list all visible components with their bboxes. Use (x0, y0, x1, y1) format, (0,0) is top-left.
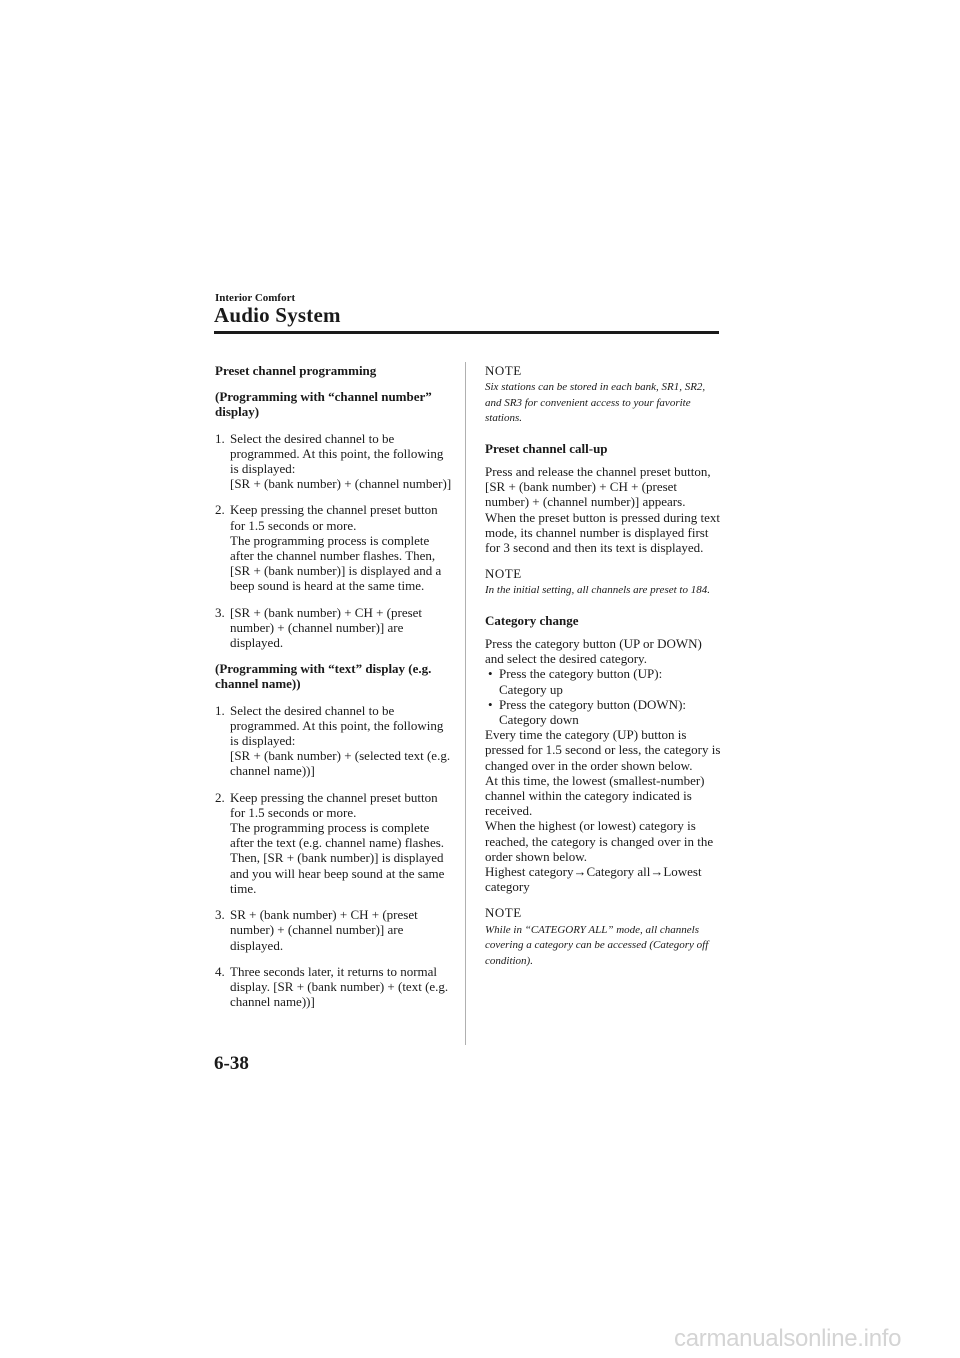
page-number: 6-38 (214, 1053, 249, 1074)
column-divider (465, 362, 466, 1045)
category-intro: Press the category button (UP or DOWN) and select the desired category. (485, 636, 702, 667)
step-extra: The programming process is complete after the channel number flashes. Then, [SR + (bank number)] is displayed and a beep sound is heard at the same time. (230, 532, 442, 594)
note-heading: NOTE (485, 363, 522, 378)
step-number: 4. (215, 963, 225, 979)
callup-text: Press and release the channel preset button, (485, 463, 711, 479)
bullet-icon: • (488, 696, 493, 712)
callup-paragraph (485, 464, 721, 555)
step-number: 3. (215, 907, 225, 923)
note-text: In the initial setting, all channels are preset to 184. (485, 584, 710, 597)
list-item (215, 964, 455, 1010)
list-item (215, 790, 455, 896)
note-text: Six stations can be stored in each bank, SR1, SR2, and SR3 for convenient access to your favorite stations. (485, 381, 706, 425)
bullet-text: Press the category button (DOWN): (499, 696, 687, 712)
step-number: 1. (215, 430, 225, 446)
list-item (215, 907, 455, 953)
step-text: Select the desired channel to be programmed. At this point, the following is displayed: (230, 430, 444, 477)
step-text: SR + (bank number) + CH + (preset number) + (channel number)] are displayed. (230, 907, 418, 953)
note-heading: NOTE (485, 905, 522, 921)
category-text: At this time, the lowest (smallest-number) channel within the category indicated is received. (485, 772, 705, 819)
text-display-subheading: (Programming with “text” display (e.g. channel name)) (215, 661, 432, 692)
preset-callup-heading: Preset channel call-up (485, 440, 608, 456)
category-text: When the highest (or lowest) category is reached, the category is changed over in the order shown below. (485, 818, 714, 864)
step-text: [SR + (bank number) + CH + (preset number) + (channel number)] are displayed. (230, 604, 423, 651)
step-number: 2. (215, 789, 225, 805)
header-rule (214, 331, 719, 334)
step-extra: [SR + (bank number) + (selected text (e.g. channel name))] (230, 748, 451, 779)
step-text: Select the desired channel to be programmed. At this point, the following is displayed: (230, 702, 444, 749)
bullet-sub: Category up (499, 681, 563, 697)
section-label: Interior Comfort (215, 292, 296, 304)
list-item (485, 697, 721, 727)
category-text: Every time the category (UP) button is pressed for 1.5 second or less, the category is changed over in the order shown below. (485, 727, 721, 773)
callup-line: [SR + (bank number) + CH + (preset number) + (channel number)] appears. (485, 479, 686, 510)
bullet-sub: Category down (499, 712, 579, 728)
step-text: Keep pressing the channel preset button for 1.5 seconds or more. (230, 502, 438, 533)
step-number: 3. (215, 604, 225, 620)
step-number: 1. (215, 702, 225, 718)
step-extra: [SR + (bank number) + (channel number)] (230, 476, 452, 492)
step-number: 2. (215, 502, 225, 518)
callup-line: When the preset button is pressed during text mode, its channel number is displayed first for 3 second and then its text is displayed. (485, 509, 721, 555)
category-paragraph (485, 636, 721, 894)
left-column (215, 363, 455, 1020)
category-change-heading: Category change (485, 612, 579, 628)
preset-programming-heading: Preset channel programming (215, 363, 377, 378)
step-extra: The programming process is complete after the text (e.g. channel name) flashes. Then, [SR + (bank number)] is displayed and you will hear beep sound at the same time. (230, 820, 445, 896)
right-column (485, 363, 721, 983)
list-item (485, 666, 721, 696)
bullet-text: Press the category button (UP): (499, 666, 663, 682)
note-text: While in “CATEGORY ALL” mode, all channels covering a category can be accessed (Category off condition). (485, 923, 709, 967)
watermark: carmanualsonline.info (674, 1325, 902, 1352)
list-item (215, 431, 455, 492)
channel-number-subheading: (Programming with “channel number” display) (215, 389, 432, 420)
note-heading: NOTE (485, 566, 522, 582)
list-item (215, 703, 455, 779)
list-item (215, 605, 455, 651)
category-order: Highest category→Category all→Lowest category (485, 864, 702, 895)
bullet-icon: • (488, 666, 493, 682)
page-title: Audio System (214, 303, 341, 327)
step-text: Keep pressing the channel preset button for 1.5 seconds or more. (230, 789, 438, 820)
step-text: Three seconds later, it returns to normal display. [SR + (bank number) + (text (e.g. channel name))] (230, 963, 449, 1010)
list-item (215, 502, 455, 593)
